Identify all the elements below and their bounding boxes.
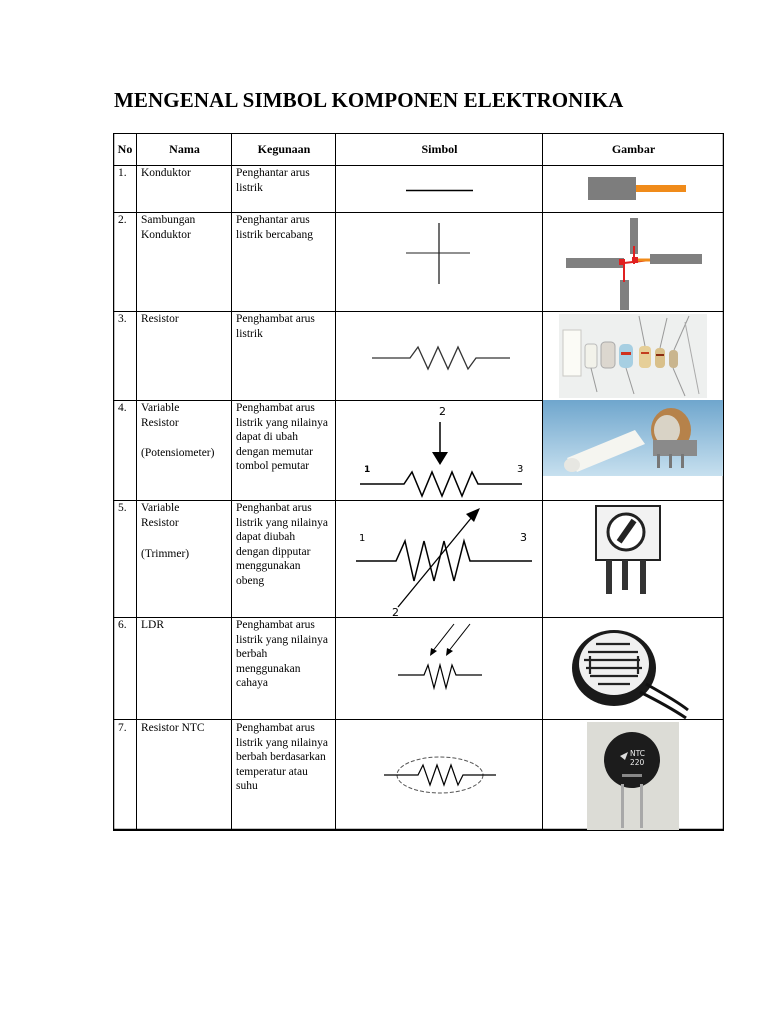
pot-label-3: 3 — [517, 464, 524, 475]
header-gambar: Gambar — [611, 142, 656, 156]
row-2-no: 2. — [118, 214, 127, 226]
row-1-kegunaan: Penghantar arus listrik — [236, 167, 310, 194]
page-title: MENGENAL SIMBOL KOMPONEN ELEKTRONIKA — [114, 88, 624, 112]
ntc-photo — [587, 722, 679, 830]
conductor-picture — [586, 175, 690, 205]
pot-label-1: 1 — [364, 465, 371, 475]
row-6-kegunaan: Penghambat arus listrik yang nilainya berbah menggunakan cahaya — [236, 619, 328, 689]
potentiometer-symbol — [356, 402, 530, 500]
row-1-nama: Konduktor — [141, 167, 191, 179]
junction-picture — [564, 216, 704, 312]
row-7-no: 7. — [118, 722, 127, 734]
header-nama: Nama — [169, 142, 200, 156]
row-4-nama-note: (Potensiometer) — [141, 447, 215, 459]
row-2-nama: Sambungan Konduktor — [141, 214, 196, 241]
row-3-nama: Resistor — [141, 313, 179, 325]
row-6-nama: LDR — [141, 619, 164, 631]
row-6-no: 6. — [118, 619, 127, 631]
resistor-symbol — [366, 338, 516, 374]
row-3-no: 3. — [118, 313, 127, 325]
header-simbol: Simbol — [421, 142, 458, 156]
row-4-no: 4. — [118, 402, 127, 414]
row-5-no: 5. — [118, 502, 127, 514]
header-kegunaan: Kegunaan — [257, 142, 311, 156]
resistor-photo — [559, 314, 707, 398]
trim-label-2: 2 — [392, 606, 399, 619]
row-4-nama: Variable Resistor — [141, 402, 180, 429]
header-no: No — [117, 142, 133, 156]
potentiometer-photo — [543, 400, 723, 476]
ntc-photo-label-1: NTC — [630, 749, 645, 758]
trimmer-symbol — [354, 503, 534, 619]
row-4-kegunaan: Penghambat arus listrik yang nilainya dapat di ubah dengan memutar tombol pemutar — [236, 402, 328, 472]
row-2-kegunaan: Penghantar arus listrik bercabang — [236, 214, 313, 241]
row-7-kegunaan: Penghambat arus listrik yang nilainya berbah berdasarkan temperatur atau suhu — [236, 722, 328, 792]
ldr-symbol — [394, 618, 486, 698]
trim-label-1: 1 — [359, 533, 366, 544]
row-7-nama: Resistor NTC — [141, 722, 205, 734]
row-3-kegunaan: Penghambat arus listrik — [236, 313, 315, 340]
row-5-nama-note: (Trimmer) — [141, 548, 190, 560]
ntc-symbol — [382, 749, 498, 801]
pot-label-2: 2 — [439, 405, 446, 418]
trim-label-3: 3 — [520, 531, 527, 544]
row-1-no: 1. — [118, 167, 127, 179]
junction-symbol — [400, 218, 480, 288]
conductor-symbol — [400, 183, 480, 197]
trimmer-photo — [594, 504, 666, 596]
ldr-photo — [570, 616, 690, 720]
row-5-kegunaan: Penghanbat arus listrik yang nilainya dapat diubah dengan dipputar menggunakan obeng — [236, 502, 328, 587]
ntc-photo-label-2: 220 — [630, 758, 645, 767]
row-5-nama: Variable Resistor — [141, 502, 180, 529]
